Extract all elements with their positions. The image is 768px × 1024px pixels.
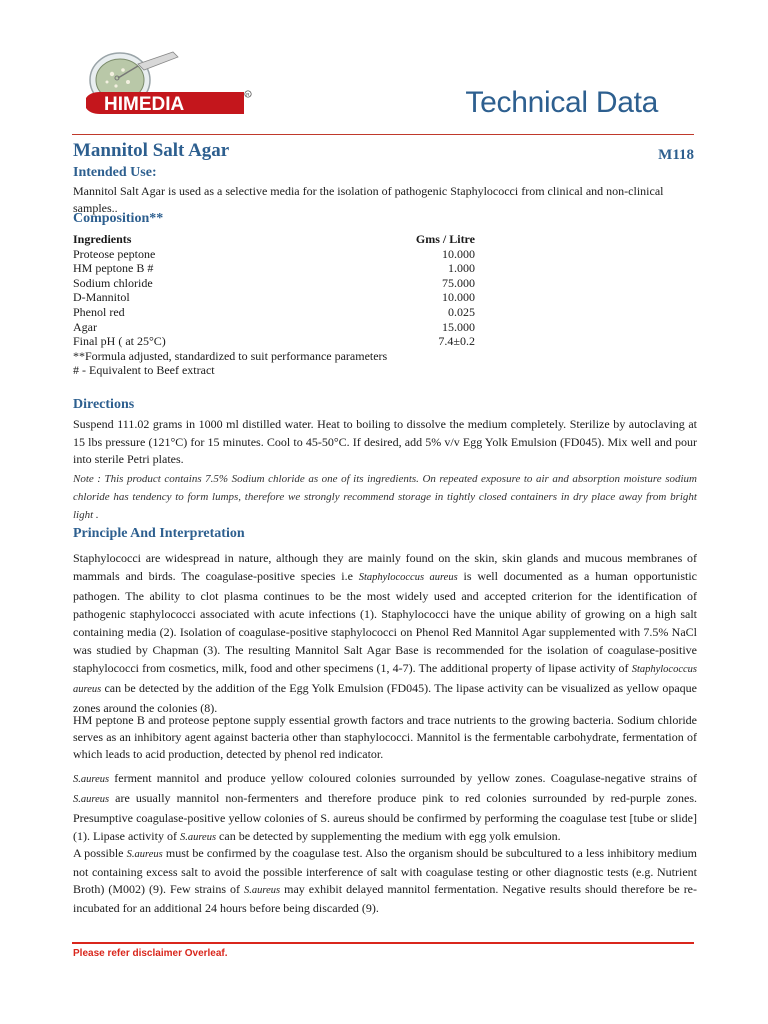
ingredient-amount: 10.000 (442, 290, 475, 305)
principle-text: is well documented as a human opportunistic pathogen. The ability to clot plasma continues to be the most widely used and accepted criterion for the identification of pathogenic staphylococci associated with acute infections (1). Staphylococci have the unique ability of growing on a high salt containing media (2). Isolation of coagulase-positive staphylococci on Phenol Red Mannitol Agar supplemented with 7.5% NaCl was studied by Chapman (3). The resulting Mannitol Salt Agar Base is recommended for the isolation of coagulase-positive staphylococci from cosmetics, milk, food and other specimens (1, 4-7). The additional property of lipase activity of (73, 569, 697, 675)
ingredient-amount: 7.4±0.2 (438, 334, 475, 349)
intended-use-heading: Intended Use: (73, 165, 157, 180)
principle-text: can be detected by supplementing the medium with egg yolk emulsion. (219, 829, 561, 843)
principle-text: are usually mannitol non-fermenters and therefore produce pink to red colonies surrounded by red-purple zones. Presumptive coagulase-positive yellow colonies of S. aureus should be confirmed by performing the coagulase test [tube or slide](1). Lipase activity of (73, 791, 697, 843)
composition-row (73, 247, 483, 262)
composition-row (73, 334, 483, 349)
composition-footnote: # - Equivalent to Beef extract (73, 363, 215, 378)
page-title: Technical Data (465, 86, 658, 119)
footer-divider (72, 942, 694, 944)
ingredient-name: Proteose peptone (73, 246, 156, 261)
intended-use-text: Mannitol Salt Agar is used as a selective media for the isolation of pathogenic Staphylococci from clinical and non-clinical samples.. (73, 184, 664, 215)
principle-text: can be detected by the addition of the Egg Yolk Emulsion (FD045). The lipase activity can be visualized as yellow opaque zones around the colonies (8). (73, 681, 698, 715)
composition-row (73, 261, 483, 276)
directions-text: Suspend 111.02 grams in 1000 ml distilled water. Heat to boiling to dissolve the medium completely. Sterilize by autoclaving at 15 lbs pressure (121°C) for 15 minutes. Cool to 45-50°C. If desired, add 5% v/v Egg Yolk Emulsion (FD045). Mix well and pour into sterile Petri plates. (73, 417, 697, 466)
svg-text:HIMEDIA: HIMEDIA (104, 94, 185, 115)
directions-note: Note : This product contains 7.5% Sodium chloride as one of its ingredients. On repeated exposure to air and absorption moisture sodium chloride has tendency to form lumps, therefore we strongly recommend storage in tightly closed containers in dry place away from bright light . (73, 473, 697, 521)
principle-text: may exhibit delayed mannitol fermentation. Negative results should therefore be re-incubated for an additional 24 hours before being discarded (9). (73, 882, 698, 915)
composition-table (73, 232, 483, 378)
species-name: S.aureus (126, 849, 163, 860)
principle-paragraph (73, 549, 697, 717)
himedia-logo (78, 48, 253, 130)
ingredient-amount: 10.000 (442, 246, 475, 261)
species-name: Staphylococcus aureus (358, 572, 458, 583)
ingredient-name: Phenol red (73, 304, 125, 319)
species-name: S.aureus (73, 794, 110, 805)
principle-paragraph (73, 845, 697, 917)
composition-row (73, 305, 483, 320)
principle-text: A possible (73, 846, 124, 860)
ingredient-name: Sodium chloride (73, 275, 153, 290)
directions-heading: Directions (73, 397, 135, 412)
species-name: S.aureus (244, 885, 281, 896)
ingredient-column-header: Ingredients (73, 232, 132, 246)
species-name: Staphylococcus aureus (73, 664, 697, 695)
ingredient-name: D-Mannitol (73, 290, 130, 305)
ingredient-amount: 1.000 (448, 261, 475, 276)
principle-text: ferment mannitol and produce yellow coloured colonies surrounded by yellow zones. Coagulase-negative strains of (114, 771, 697, 785)
header-divider (72, 134, 694, 135)
amount-column-header: Gms / Litre (415, 232, 475, 246)
principle-heading: Principle And Interpretation (73, 526, 245, 541)
species-name: S.aureus (179, 832, 217, 843)
principle-paragraph (73, 769, 697, 847)
composition-row (73, 290, 483, 305)
species-name: S.aureus (73, 774, 110, 785)
composition-row (73, 320, 483, 335)
ingredient-name: Final pH ( at 25°C) (73, 334, 166, 349)
ingredient-amount: 0.025 (448, 304, 475, 319)
ingredient-name: HM peptone B # (73, 261, 154, 276)
disclaimer-note: Please refer disclaimer Overleaf. (73, 948, 228, 959)
product-name: Mannitol Salt Agar (73, 140, 230, 161)
composition-heading: Composition** (73, 211, 164, 226)
ingredient-amount: 15.000 (442, 319, 475, 334)
svg-text:R: R (246, 92, 250, 97)
principle-text: Staphylococci are widespread in nature, although they are mainly found on the skin, skin glands and mucous membranes of mammals and birds. The coagulase-positive species i.e (73, 551, 697, 583)
composition-header-row (73, 232, 483, 247)
ingredient-name: Agar (73, 319, 97, 334)
composition-footnote: **Formula adjusted, standardized to suit performance parameters (73, 348, 388, 363)
principle-paragraph: HM peptone B and proteose peptone supply essential growth factors and trace nutrients to the growing bacteria. Sodium chloride serves as an inhibitory agent against bacteria other than staphylococci. Mannitol is the fermentable carbohydrate, fermentation of which leads to acid production, detected by phenol red indicator. (73, 713, 697, 761)
composition-row (73, 276, 483, 291)
ingredient-amount: 75.000 (442, 275, 475, 290)
principle-text: must be confirmed by the coagulase test. Also the organism should be subcultured to a less inhibitory medium not containing excess salt to avoid the possible interference of salt with coagulase testing or other diagnostic tests (e.g. Nutrient Broth) (M002) (9). Few strains of (73, 846, 698, 896)
product-code: M118 (658, 147, 694, 163)
